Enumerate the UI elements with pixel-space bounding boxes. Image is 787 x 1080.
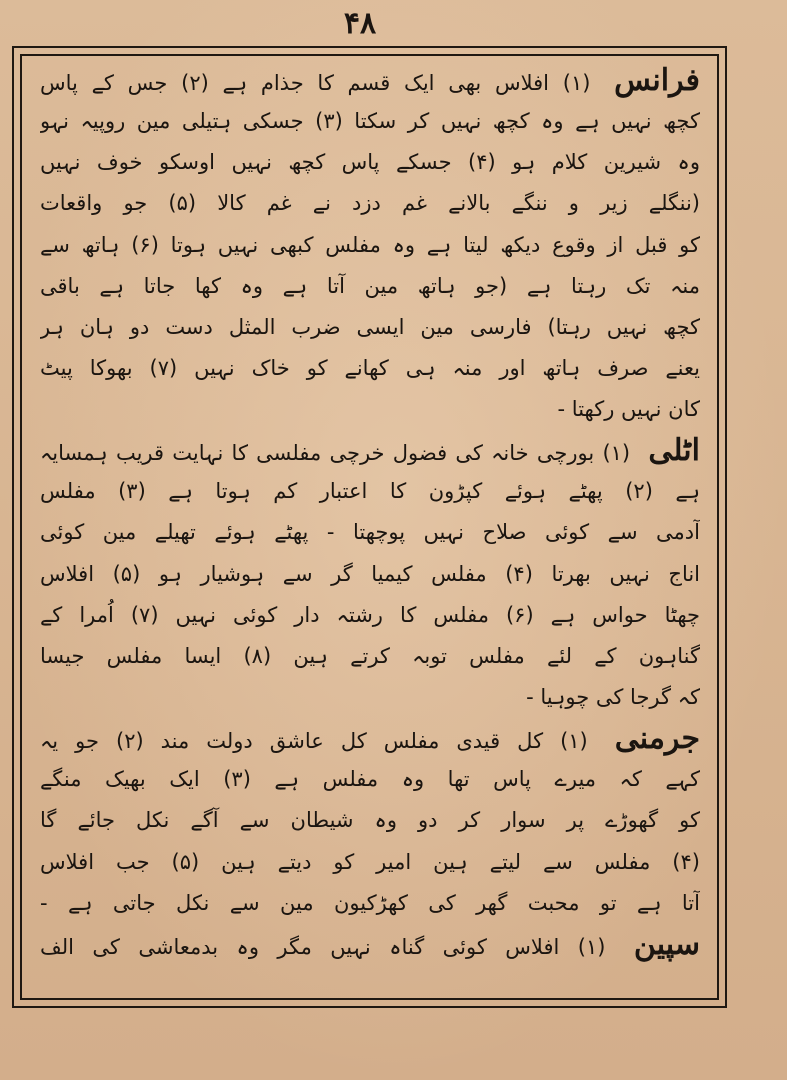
section-text: (۱) بورچی خانہ کی فضول خرچی مفلسی کا نہایت قریب ہمسایہ — [40, 441, 631, 465]
text-line: (۴) مفلس سے لیتے ہین امیر کو دیتے ہین (۵) جب افلاس — [40, 850, 700, 874]
text-line: کچھ نہیں رہتا) فارسی مین ایسی ضرب المثل دست دو ہان ہر — [40, 315, 700, 339]
text-line: ہے (۲) پھٹے ہوئے کپڑون کا اعتبار کم ہوتا ہے (۳) مفلس — [40, 479, 700, 503]
text-line: آدمی سے کوئی صلاح نہیں پوچھتا - پھٹے ہوئے تھیلے مین کوئی — [40, 520, 700, 544]
section-heading-spain: سپین — [633, 927, 700, 962]
text-line: کو قبل از وقوع دیکھ لیتا ہے وہ مفلس کبھی نہیں ہوتا (۶) ہاتھ سے — [40, 233, 700, 257]
text-line — [40, 924, 700, 965]
section-text: (۱) کل قیدی مفلس کل عاشق دولت مند (۲) جو یہ — [40, 729, 588, 753]
text-line: کان نہیں رکھتا - — [557, 397, 700, 421]
section-heading-france: فرانس — [614, 63, 700, 98]
page-body — [40, 60, 700, 990]
text-line: (ننگلے زیر و ننگے بالانے غم دزد نے غم کالا (۵) جو واقعات — [40, 191, 700, 215]
text-line: گناہون کے لئے مفلس توبہ کرتے ہین (۸) ایسا مفلس جیسا — [40, 644, 700, 668]
text-line — [40, 718, 700, 759]
text-line: منہ تک رہتا ہے (جو ہاتھ مین آتا ہے وہ کھا جاتا ہے باقی — [40, 274, 700, 298]
text-line: کہے کہ میرے پاس تھا وہ مفلس ہے (۳) ایک بھیک منگے — [40, 767, 700, 791]
section-heading-italy: اٹلی — [648, 433, 700, 468]
section-text: (۱) افلاس بھی ایک قسم کا جذام ہے (۲) جس کے پاس — [40, 71, 591, 95]
text-line: چھٹا حواس ہے (۶) مفلس کا رشتہ دار کوئی نہیں (۷) اُمرا کے — [40, 603, 700, 627]
page-number: ۴۸ — [343, 6, 377, 41]
text-line — [40, 60, 700, 101]
text-line: یعنے صرف ہاتھ اور منہ ہی کھانے کو خاک نہیں (۷) بھوکا پیٹ — [40, 356, 700, 380]
text-line: کہ گرجا کی چوہیا - — [526, 685, 700, 709]
section-text: (۱) افلاس کوئی گناہ نہیں مگر وہ بدمعاشی کی الف — [40, 935, 606, 959]
text-line: وہ شیرین کلام ہو (۴) جسکے پاس کچھ نہیں اوسکو خوف نہیں — [40, 150, 700, 174]
text-line: اناج نہیں بھرتا (۴) مفلس کیمیا گر سے ہوشیار ہو (۵) افلاس — [40, 562, 700, 586]
section-heading-germany: جرمنی — [614, 721, 700, 756]
text-line — [40, 430, 700, 471]
text-line: آتا ہے تو محبت گھر کی کھڑکیون مین سے نکل جاتی ہے - — [40, 891, 700, 915]
text-line: کو گھوڑے پر سوار کر دو وہ شیطان سے آگے نکل جائے گا — [40, 808, 700, 832]
text-line: کچھ نہیں ہے وہ کچھ نہیں کر سکتا (۳) جسکی ہتیلی مین روپیہ نہو — [40, 109, 700, 133]
